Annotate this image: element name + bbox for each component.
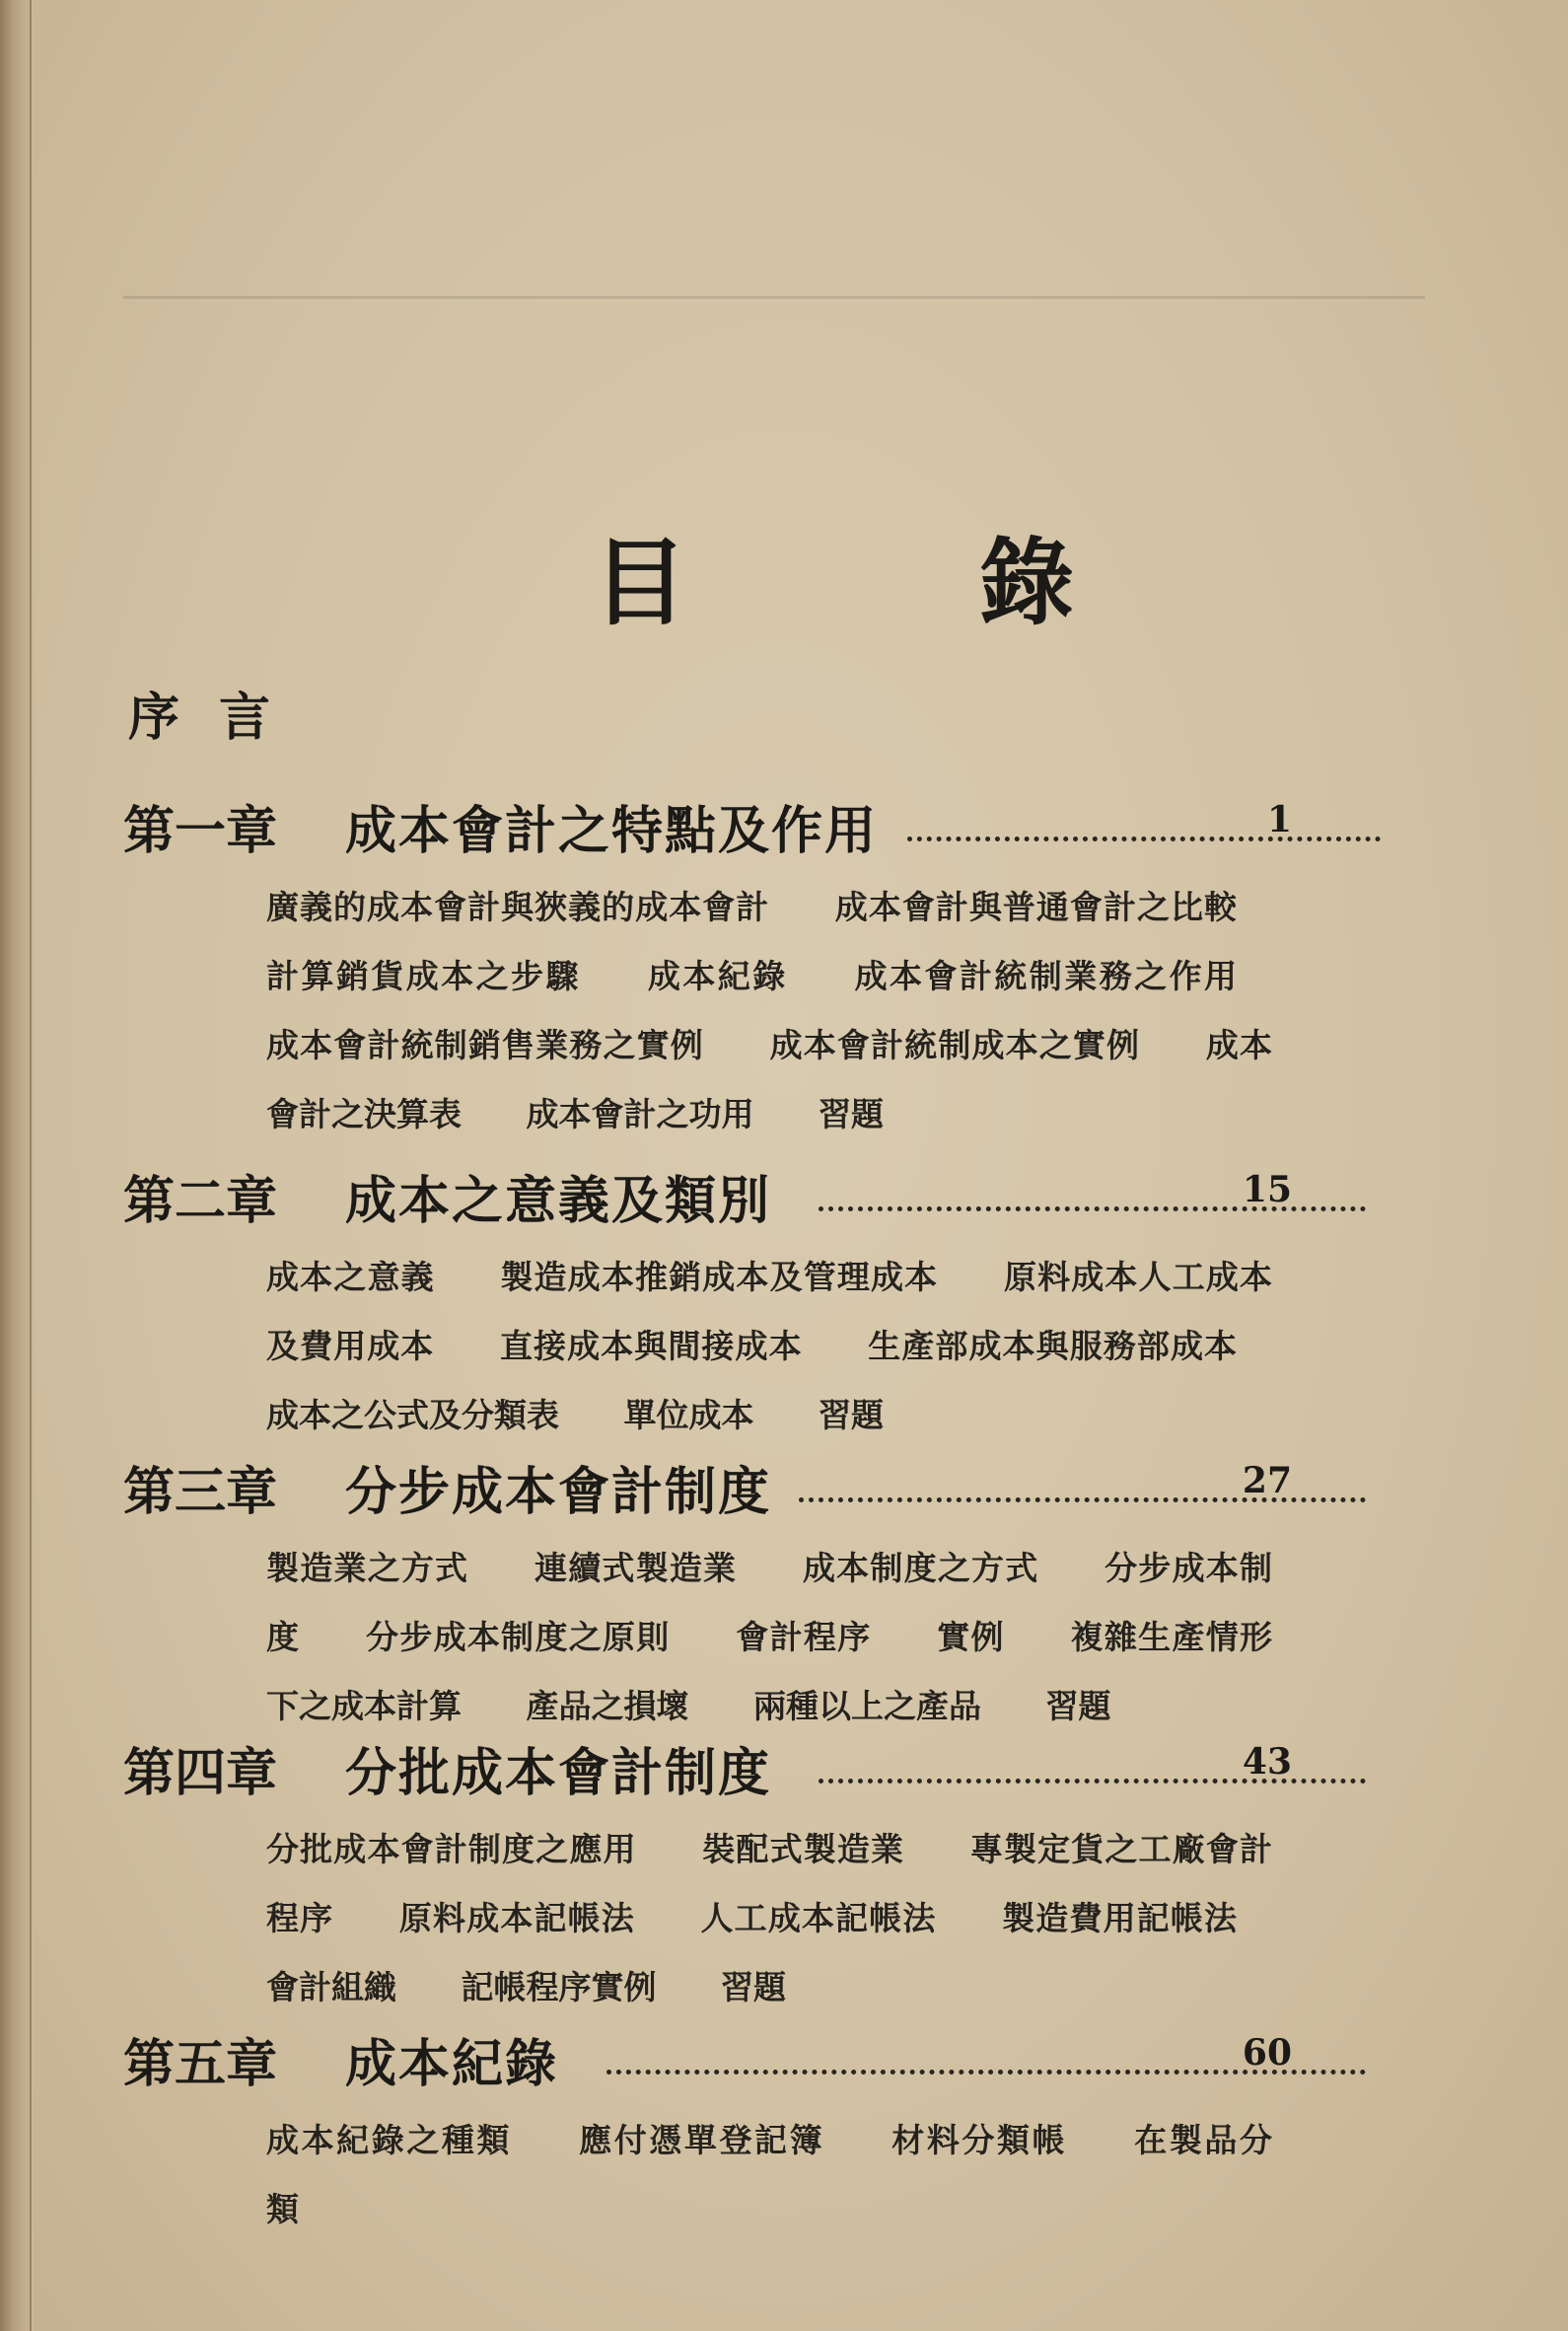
chapter-number: 第四章 <box>123 1743 278 1803</box>
chapter-topics <box>266 1243 1272 1450</box>
topic: 製造業之方式 <box>266 1549 469 1587</box>
chapter-topics <box>266 1534 1272 1741</box>
topic: 成本之意義 <box>266 1258 435 1296</box>
topic: 廣義的成本會計與狹義的成本會計 <box>266 888 770 926</box>
chapter-5-heading <box>0 2022 1440 2094</box>
chapter-2-heading <box>0 1159 1440 1231</box>
page-title: 目 錄 <box>593 528 1173 638</box>
topic: 計算銷貨成本之步驟 <box>266 957 581 995</box>
chapter-title: 分步成本會計制度 <box>345 1462 772 1522</box>
topic: 成本紀錄 <box>647 957 788 995</box>
chapter-number: 第五章 <box>123 2034 278 2094</box>
topic: 會計組織 <box>266 1968 396 2006</box>
topic: 在製品分類 <box>266 2121 1273 2228</box>
topic: 習題 <box>819 1095 884 1133</box>
topic: 生產部成本與服務部成本 <box>868 1327 1238 1365</box>
chapter-topics <box>266 1815 1272 2022</box>
chapter-topics <box>266 873 1272 1149</box>
bleed-through-rule <box>123 296 1425 299</box>
topic: 分步成本制度 <box>266 1549 1273 1656</box>
topic: 兩種以上之產品 <box>753 1687 981 1725</box>
topic: 裝配式製造業 <box>702 1830 905 1868</box>
topic: 成本之公式及分類表 <box>266 1396 559 1434</box>
chapter-3-heading <box>0 1450 1440 1522</box>
topic: 直接成本與間接成本 <box>499 1327 803 1365</box>
chapter-title: 分批成本會計制度 <box>345 1743 772 1803</box>
topic: 成本會計與普通會計之比較 <box>834 888 1238 926</box>
chapter-topics <box>266 2106 1272 2244</box>
chapter-title: 成本之意義及類別 <box>345 1171 772 1231</box>
page-number: 1 <box>1266 799 1292 840</box>
topic: 專製定貨之工廠會計程序 <box>266 1830 1272 1937</box>
topic: 應付憑單登記簿 <box>579 2121 825 2159</box>
topic: 連續式製造業 <box>534 1549 738 1587</box>
topic: 成本會計之決算表 <box>266 1026 1273 1133</box>
leader-dots <box>907 831 1381 841</box>
topic: 複雜生產情形下之成本計算 <box>266 1618 1273 1725</box>
topic: 成本會計統制銷售業務之實例 <box>266 1026 704 1064</box>
topic: 製造成本推銷成本及管理成本 <box>500 1258 939 1296</box>
topic: 成本會計之功用 <box>526 1095 754 1133</box>
topic: 產品之損壞 <box>526 1687 689 1725</box>
topic: 記帳程序實例 <box>461 1968 657 2006</box>
preface-entry: 序言 <box>128 689 311 748</box>
chapter-1-heading <box>0 789 1440 861</box>
chapter-4-heading <box>0 1731 1440 1803</box>
topic: 習題 <box>819 1396 884 1434</box>
topic: 單位成本 <box>623 1396 754 1434</box>
topic: 分步成本制度之原則 <box>366 1618 671 1656</box>
topic: 習題 <box>1045 1687 1111 1725</box>
page-number: 27 <box>1242 1460 1292 1501</box>
page-number: 43 <box>1242 1741 1292 1783</box>
chapter-number: 第三章 <box>123 1462 278 1522</box>
chapter-number: 第二章 <box>123 1171 278 1231</box>
topic: 實例 <box>937 1618 1005 1656</box>
topic: 原料成本人工成本及費用成本 <box>266 1258 1273 1365</box>
topic: 原料成本記帳法 <box>398 1899 635 1937</box>
chapter-number: 第一章 <box>123 801 278 861</box>
topic: 會計程序 <box>736 1618 872 1656</box>
topic: 人工成本記帳法 <box>700 1899 937 1937</box>
topic: 材料分類帳 <box>891 2121 1068 2159</box>
topic: 成本會計統制成本之實例 <box>769 1026 1141 1064</box>
topic: 分批成本會計制度之應用 <box>266 1830 637 1868</box>
chapter-title: 成本紀錄 <box>345 2034 559 2094</box>
chapter-title: 成本會計之特點及作用 <box>345 801 879 861</box>
page-number: 60 <box>1242 2032 1292 2074</box>
topic: 習題 <box>721 1968 786 2006</box>
topic: 製造費用記帳法 <box>1002 1899 1238 1937</box>
topic: 成本會計統制業務之作用 <box>854 957 1238 995</box>
topic: 成本制度之方式 <box>802 1549 1039 1587</box>
topic: 成本紀錄之種類 <box>266 2121 513 2159</box>
page-number: 15 <box>1242 1169 1292 1210</box>
